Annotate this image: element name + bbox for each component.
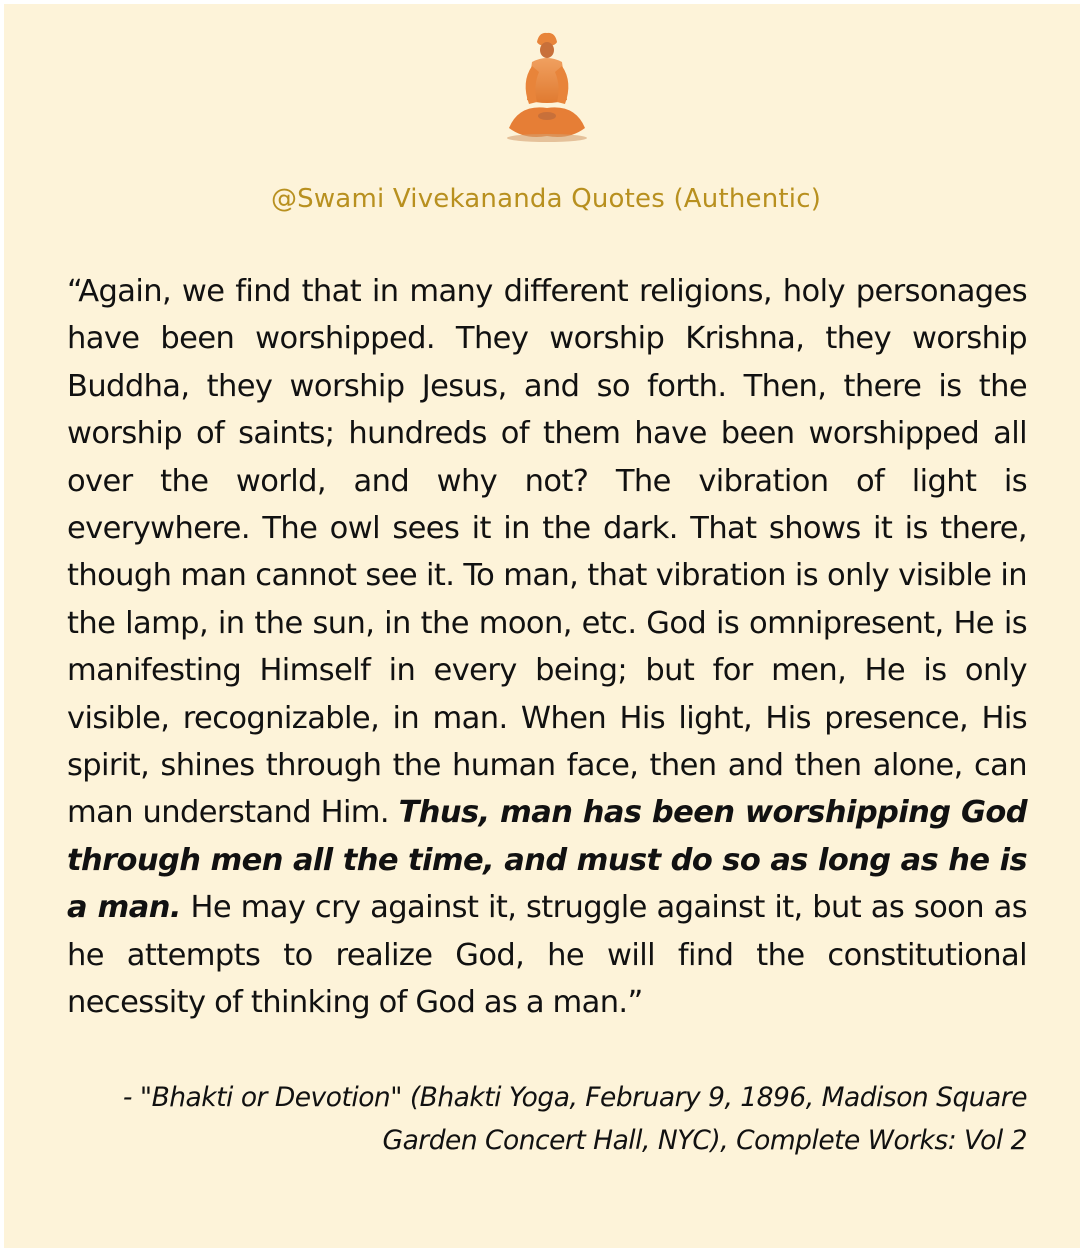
seated-monk-figure-icon (499, 30, 593, 144)
quote-text (67, 268, 1027, 1027)
quote-text-closing: He may cry against it, struggle against it, but as soon as he attempts to realize God, he will find the constitutional necessity of thinking of God as a man.” (67, 890, 1027, 1021)
quote-text-emphasis: Thus, man has been worshipping God through men all the time, and must do so as long as he is a man. (67, 795, 1027, 926)
page-handle: @Swami Vivekananda Quotes (Authentic) (270, 184, 822, 214)
quote-card (4, 4, 1080, 1248)
quote-source: - "Bhakti or Devotion" (Bhakti Yoga, February 9, 1896, Madison Square Garden Concert Hall, NYC), Complete Works: Vol 2 (122, 1082, 1027, 1156)
quote-text-main: “Again, we find that in many different religions, holy personages have been worshipped. They worship Krishna, they worship Buddha, they worship Jesus, and so forth. Then, there is the worship of saints; hundreds of them have been worshipped all over the world, and why not? The vibration of light is everywhere. The owl sees it in the dark. That shows it is there, though man cannot see it. To man, that vibration is only visible in the lamp, in the sun, in the moon, etc. God is omnipresent, He is manifesting Himself in every being; but for men, He is only visible, recognizable, in man. When His light, His presence, His spirit, shines through the human face, then and then alone, can man understand Him. (67, 274, 1027, 831)
